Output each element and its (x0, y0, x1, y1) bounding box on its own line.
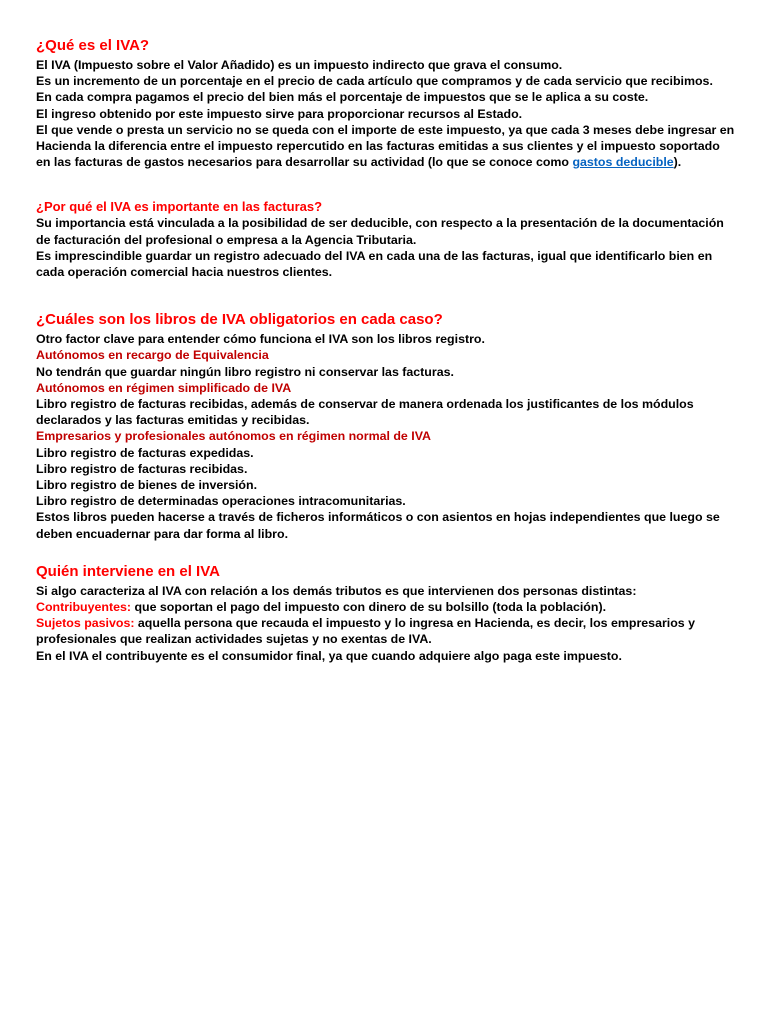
section-title-quien-interviene: Quién interviene en el IVA (36, 562, 220, 580)
list-item: Libro registro de facturas expedidas. (36, 445, 254, 460)
paragraph-line: No tendrán que guardar ningún libro registro ni conservar las facturas. (36, 364, 454, 379)
paragraph-intro: Si algo caracteriza al IVA con relación a los demás tributos es que intervienen dos personas distintas: (36, 583, 637, 598)
paragraph-text: aquella persona que recauda el impuesto y lo ingresa en Hacienda, es decir, los empresarios y profesionales que realizan actividades sujetas y no exentas de IVA. (36, 616, 696, 647)
paragraph-contribuyentes (36, 599, 736, 615)
paragraph-text: El que vende o presta un servicio no se queda con el importe de este impuesto, ya que cada 3 meses debe ingresar en Hacienda la diferencia entre el impuesto repercutido en las facturas emitidas a sus clientes y el impuesto soportado en las facturas de gastos necesarios para desarrollar su actividad (lo que se conoce como (36, 122, 735, 170)
section-title-libros-iva: ¿Cuáles son los libros de IVA obligatorios en cada caso? (36, 311, 443, 329)
paragraph-line: El ingreso obtenido por este impuesto sirve para proporcionar recursos al Estado. (36, 106, 523, 121)
list-item: Libro registro de facturas recibidas. (36, 461, 248, 476)
paragraph-line: Es un incremento de un porcentaje en el precio de cada artículo que compramos y de cada servicio que recibimos. (36, 74, 713, 89)
section-title-que-es-iva: ¿Qué es el IVA? (36, 37, 150, 54)
paragraph-line: En cada compra pagamos el precio del bien más el porcentaje de impuestos que se le aplica a su coste. (36, 90, 649, 105)
paragraph-line: Libro registro de facturas recibidas, además de conservar de manera ordenada los justificantes de los módulos declarados y las facturas emitidas y recibidas. (36, 397, 694, 428)
paragraph-text: que soportan el pago del impuesto con dinero de su bolsillo (toda la población). (131, 600, 607, 615)
paragraph-end: ). (673, 155, 682, 170)
label-contribuyentes: Contribuyentes: (36, 600, 131, 615)
list-item: Libro registro de bienes de inversión. (36, 478, 258, 493)
subheading-regimen-simplificado: Autónomos en régimen simplificado de IVA (36, 380, 292, 395)
gastos-deducible-link[interactable]: gastos deducible (572, 155, 674, 170)
subheading-regimen-normal: Empresarios y profesionales autónomos en régimen normal de IVA (36, 429, 431, 444)
label-sujetos-pasivos: Sujetos pasivos: (36, 616, 135, 631)
paragraph-line: El IVA (Impuesto sobre el Valor Añadido) es un impuesto indirecto que grava el consumo. (36, 58, 563, 72)
list-item: Libro registro de determinadas operaciones intracomunitarias. (36, 494, 406, 509)
paragraph-hacienda (36, 122, 736, 171)
paragraph-line: Es imprescindible guardar un registro adecuado del IVA en cada una de las facturas, igual que identificarlo bien en cada operación comercial hacia nuestros clientes. (36, 248, 713, 280)
subheading-recargo-equivalencia: Autónomos en recargo de Equivalencia (36, 348, 269, 363)
document-page (36, 36, 736, 664)
paragraph-line: Su importancia está vinculada a la posibilidad de ser deducible, con respecto a la presentación de la documentación de facturación del profesional o empresa a la Agencia Tributaria. (36, 216, 724, 247)
paragraph-intro: Otro factor clave para entender cómo funciona el IVA son los libros registro. (36, 332, 485, 347)
paragraph-closing: Estos libros pueden hacerse a través de ficheros informáticos o con asientos en hojas independientes que luego se deben encuadernar para dar forma al libro. (36, 510, 720, 541)
section-title-importancia: ¿Por qué el IVA es importante en las facturas? (36, 199, 323, 215)
paragraph-closing: En el IVA el contribuyente es el consumidor final, ya que cuando adquiere algo paga este impuesto. (36, 648, 622, 663)
paragraph-sujetos-pasivos (36, 615, 736, 647)
